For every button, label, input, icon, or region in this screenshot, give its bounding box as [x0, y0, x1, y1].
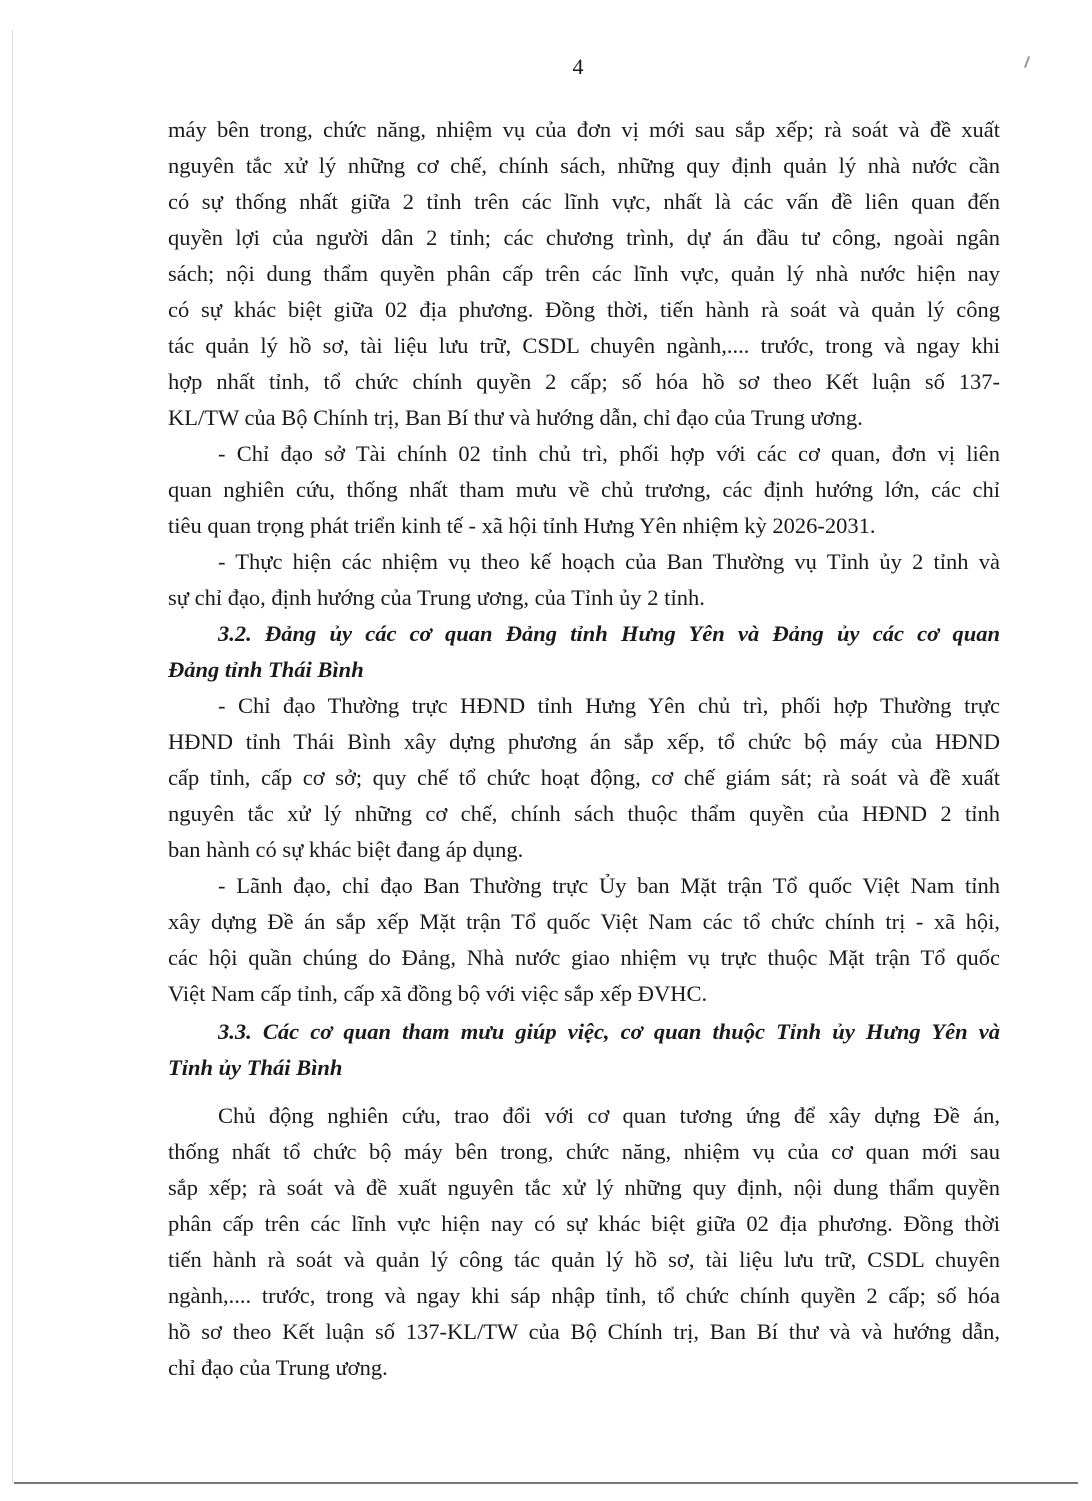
text-line: sắp xếp; rà soát và đề xuất nguyên tắc xử lý những quy định, nội dung thẩm quyền — [168, 1175, 1000, 1200]
text-line: nguyên tắc xử lý những cơ chế, chính sách thuộc thẩm quyền của HĐND 2 tỉnh — [168, 801, 1000, 826]
text-line: máy bên trong, chức năng, nhiệm vụ của đơn vị mới sau sắp xếp; rà soát và đề xuất — [168, 117, 1000, 142]
page-number: 4 — [572, 54, 584, 79]
text-line: cấp tỉnh, cấp cơ sở; quy chế tổ chức hoạt động, cơ chế giám sát; rà soát và đề xuất — [168, 765, 1000, 790]
text-line: 3.3. Các cơ quan tham mưu giúp việc, cơ quan thuộc Tỉnh ủy Hưng Yên và — [218, 1019, 1000, 1044]
text-line: có sự thống nhất giữa 2 tỉnh trên các lĩnh vực, nhất là các vấn đề liên quan đến — [168, 189, 1000, 214]
text-line: ngành,.... trước, trong và ngay khi sáp nhập tỉnh, tổ chức chính quyền 2 cấp; số hóa — [168, 1283, 1000, 1308]
text-line: nguyên tắc xử lý những cơ chế, chính sách, những quy định quản lý nhà nước cần — [168, 153, 1000, 178]
text-line: Chủ động nghiên cứu, trao đổi với cơ quan tương ứng để xây dựng Đề án, — [218, 1103, 1000, 1128]
text-line: xây dựng Đề án sắp xếp Mặt trận Tổ quốc Việt Nam các tổ chức chính trị - xã hội, — [168, 909, 1000, 934]
text-line: Tỉnh ủy Thái Bình — [168, 1055, 343, 1080]
scan-mark — [1024, 56, 1030, 68]
text-line: sự chỉ đạo, định hướng của Trung ương, của Tỉnh ủy 2 tỉnh. — [168, 585, 705, 610]
text-line: quan nghiên cứu, thống nhất tham mưu về chủ trương, các định hướng lớn, các chỉ — [168, 477, 1000, 502]
text-line: các hội quần chúng do Đảng, Nhà nước giao nhiệm vụ trực thuộc Mặt trận Tổ quốc — [168, 945, 1000, 970]
text-line: tiến hành rà soát và quản lý công tác quản lý hồ sơ, tài liệu lưu trữ, CSDL chuyên — [168, 1247, 1000, 1272]
text-line: sách; nội dung thẩm quyền phân cấp trên các lĩnh vực, quản lý nhà nước hiện nay — [168, 261, 1000, 286]
bottom-rule — [14, 1482, 1078, 1484]
text-line: 3.2. Đảng ủy các cơ quan Đảng tỉnh Hưng Yên và Đảng ủy các cơ quan — [218, 621, 1000, 646]
page-edge — [12, 30, 13, 1483]
text-line: HĐND tỉnh Thái Bình xây dựng phương án sắp xếp, tổ chức bộ máy của HĐND — [168, 729, 1000, 754]
text-line: tác quản lý hồ sơ, tài liệu lưu trữ, CSDL chuyên ngành,.... trước, trong và ngay khi — [168, 333, 1000, 358]
text-line: phân cấp trên các lĩnh vực hiện nay có sự khác biệt giữa 02 địa phương. Đồng thời — [168, 1211, 1000, 1236]
text-line: hợp nhất tỉnh, tổ chức chính quyền 2 cấp; số hóa hồ sơ theo Kết luận số 137- — [168, 369, 1000, 394]
text-line: có sự khác biệt giữa 02 địa phương. Đồng thời, tiến hành rà soát và quản lý công — [168, 297, 1000, 322]
text-line: Đảng tỉnh Thái Bình — [168, 657, 364, 682]
text-line: - Chỉ đạo sở Tài chính 02 tỉnh chủ trì, phối hợp với các cơ quan, đơn vị liên — [218, 441, 1000, 466]
text-line: KL/TW của Bộ Chính trị, Ban Bí thư và hướng dẫn, chỉ đạo của Trung ương. — [168, 405, 863, 430]
text-line: - Lãnh đạo, chỉ đạo Ban Thường trực Ủy ban Mặt trận Tổ quốc Việt Nam tỉnh — [218, 873, 1000, 898]
text-line: Việt Nam cấp tỉnh, cấp xã đồng bộ với việc sắp xếp ĐVHC. — [168, 981, 708, 1006]
text-line: ban hành có sự khác biệt đang áp dụng. — [168, 837, 524, 862]
text-line: - Chỉ đạo Thường trực HĐND tỉnh Hưng Yên chủ trì, phối hợp Thường trực — [218, 693, 1000, 718]
text-line: quyền lợi của người dân 2 tỉnh; các chương trình, dự án đầu tư công, ngoài ngân — [168, 225, 1000, 250]
text-line: hồ sơ theo Kết luận số 137-KL/TW của Bộ Chính trị, Ban Bí thư và và hướng dẫn, — [168, 1319, 1000, 1344]
text-line: tiêu quan trọng phát triển kinh tế - xã hội tỉnh Hưng Yên nhiệm kỳ 2026-2031. — [168, 513, 876, 538]
text-line: thống nhất tổ chức bộ máy bên trong, chức năng, nhiệm vụ của cơ quan mới sau — [168, 1139, 1000, 1164]
text-line: chỉ đạo của Trung ương. — [168, 1355, 388, 1380]
text-line: - Thực hiện các nhiệm vụ theo kế hoạch của Ban Thường vụ Tỉnh ủy 2 tỉnh và — [218, 549, 1000, 574]
